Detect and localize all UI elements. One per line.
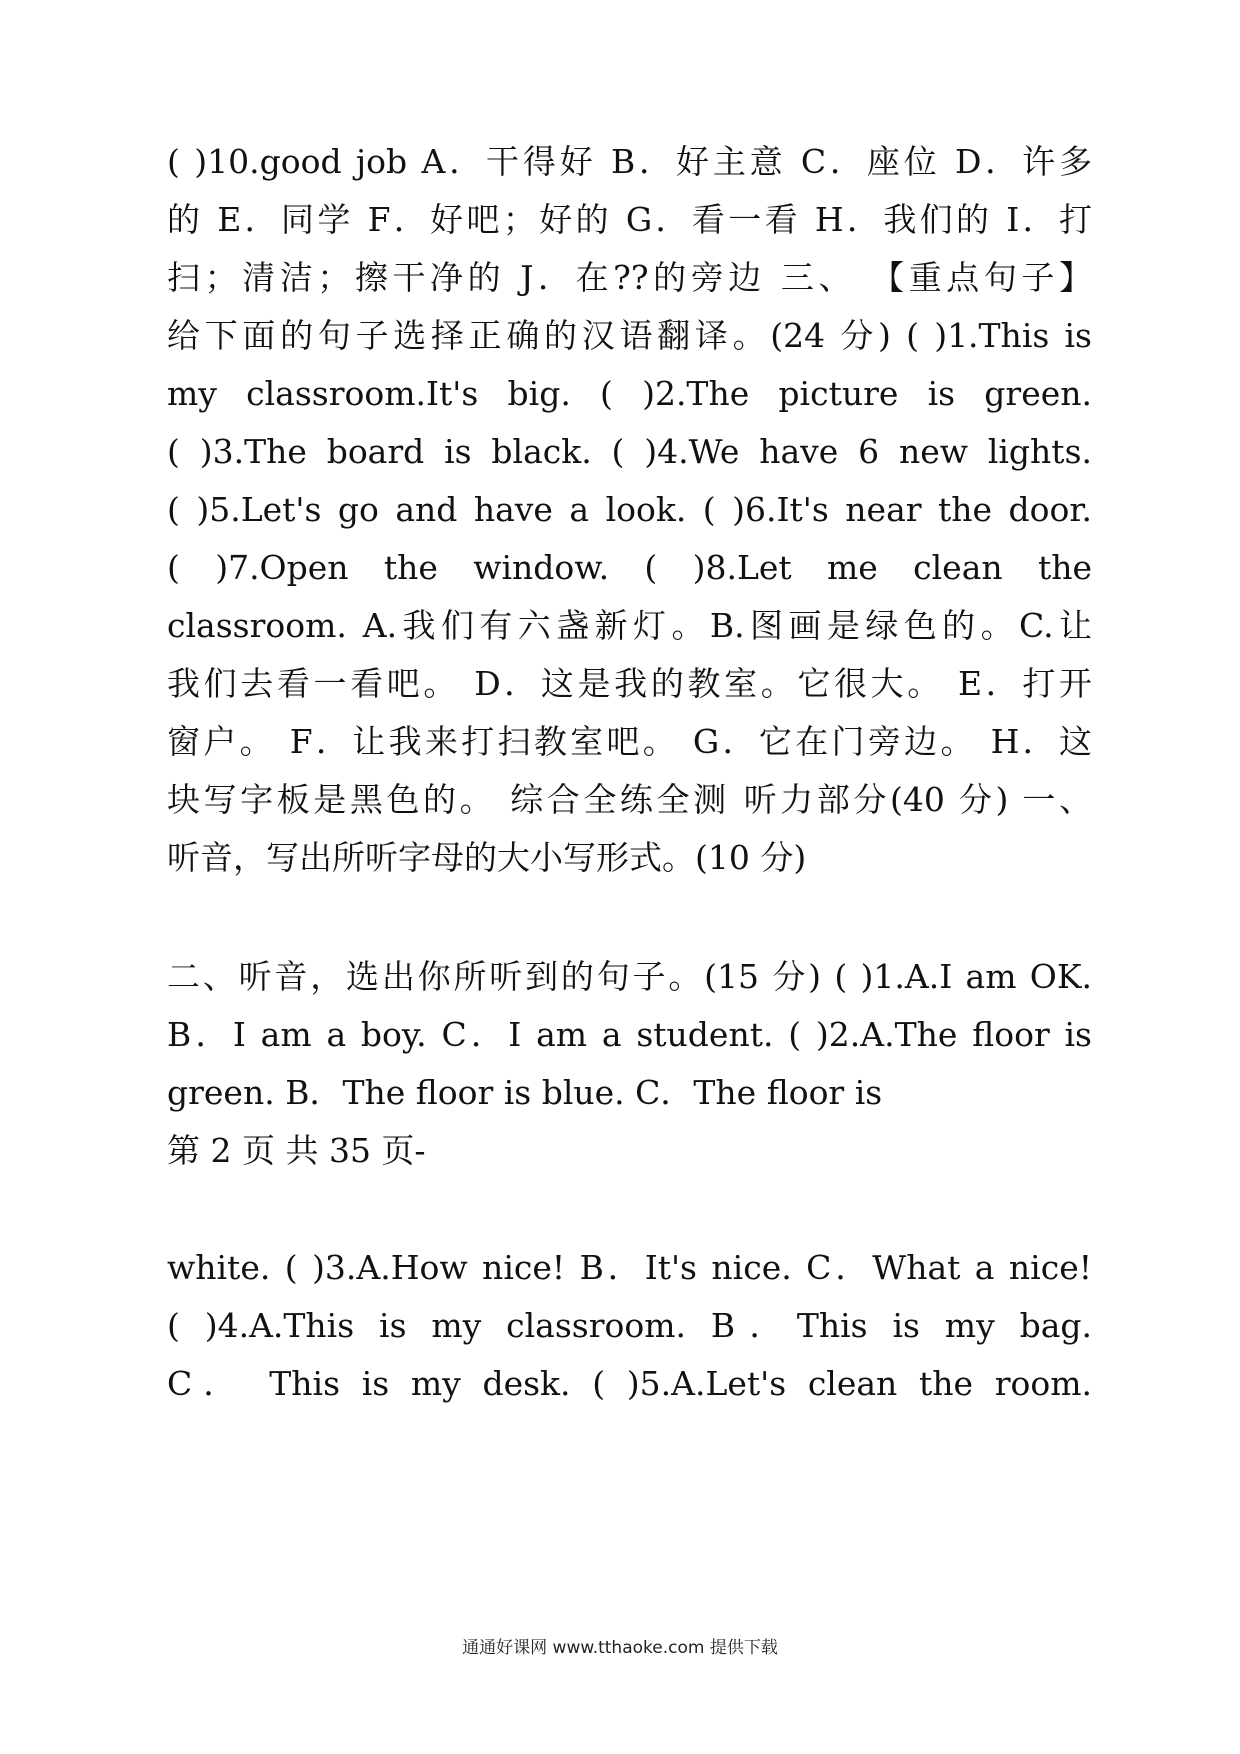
text-line: B．I am a boy. C．I am a student. ( )2.A.The floor is	[167, 1015, 1092, 1054]
text-line: 给下面的句子选择正确的汉语翻译。(24 分) ( )1.This is	[167, 316, 1092, 355]
page-footer: 通通好课网 www.tthaoke.com 提供下载	[462, 1638, 778, 1658]
text-line: 块写字板是黑色的。 综合全练全测 听力部分(40 分) 一、	[167, 780, 1092, 819]
text-line: ( )5.Let's go and have a look. ( )6.It's near the door.	[167, 490, 1092, 529]
text-line: ( )10.good job A．干得好 B．好主意 C．座位 D．许多	[167, 142, 1092, 181]
text-line: 二、听音，选出你所听到的句子。(15 分) ( )1.A.I am OK.	[167, 957, 1092, 996]
text-line: 窗户。 F．让我来打扫教室吧。 G．它在门旁边。 H．这	[167, 722, 1092, 761]
text-line: 的 E．同学 F．好吧；好的 G．看一看 H．我们的 I．打	[167, 200, 1092, 239]
text-line: ( )7.Open the window. ( )8.Let me clean the	[167, 548, 1092, 587]
text-line: ( )3.The board is black. ( )4.We have 6 new lights.	[167, 432, 1092, 471]
text-line: green. B．The floor is blue. C．The floor is	[167, 1073, 883, 1112]
text-line: ( )4.A.This is my classroom. B．This is my bag.	[167, 1306, 1092, 1345]
page-number: 第 2 页 共 35 页-	[167, 1131, 426, 1170]
text-line: C． This is my desk. ( )5.A.Let's clean the room.	[167, 1364, 1092, 1403]
text-line: 我们去看一看吧。 D．这是我的教室。它很大。 E．打开	[167, 664, 1092, 703]
text-line: white. ( )3.A.How nice! B．It's nice. C．What a nice!	[167, 1248, 1092, 1287]
text-line: 听音，写出所听字母的大小写形式。(10 分)	[167, 838, 807, 877]
text-line: classroom. A.我们有六盏新灯。B.图画是绿色的。C.让	[167, 606, 1092, 645]
text-line: 扫；清洁；擦干净的 J．在??的旁边 三、 【重点句子】	[167, 258, 1092, 297]
text-line: my classroom.It's big. ( )2.The picture is green.	[167, 374, 1092, 413]
